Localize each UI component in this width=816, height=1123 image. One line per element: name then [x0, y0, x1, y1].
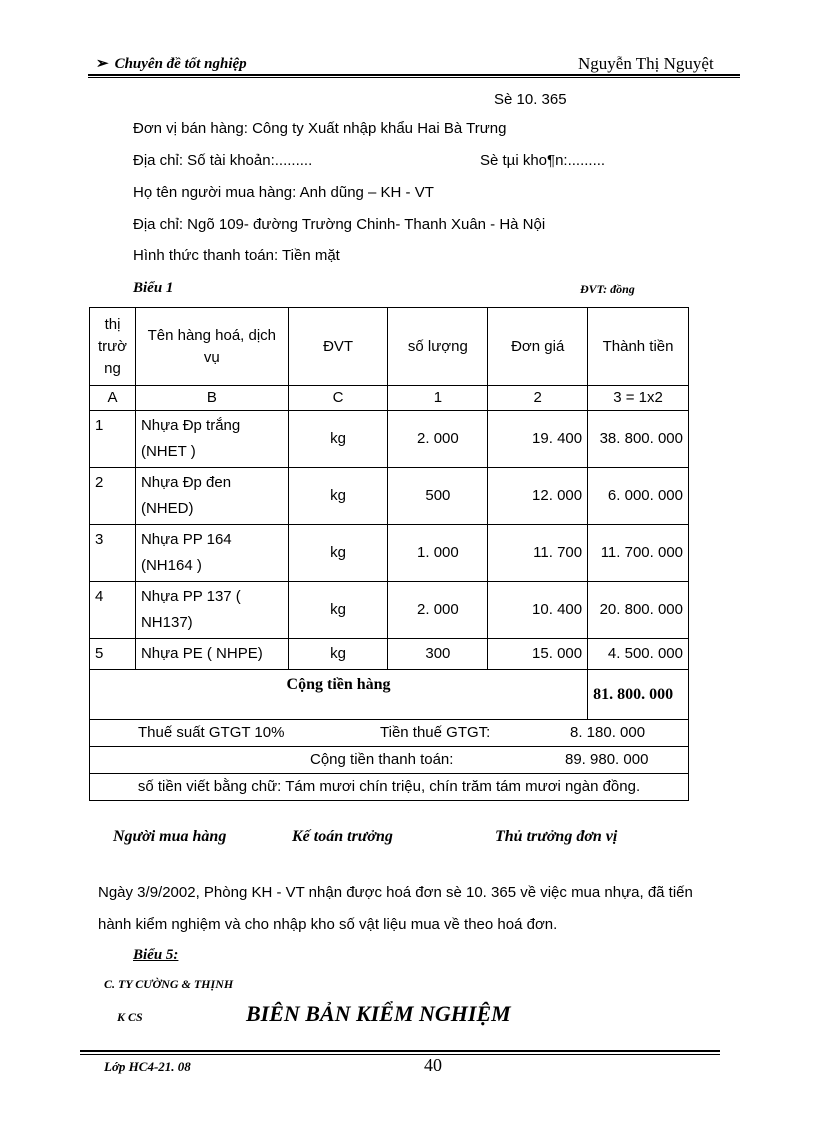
- footer-class: Lớp HC4-21. 08: [104, 1059, 191, 1074]
- row-price: 11. 700: [488, 525, 588, 582]
- header-rule: [88, 74, 740, 76]
- row-name: Nhựa Đp trắng (NHET ): [135, 411, 288, 468]
- row-qty: 300: [388, 639, 488, 670]
- row-price: 10. 400: [488, 582, 588, 639]
- section2-dept: K CS: [117, 1010, 143, 1024]
- row-price: 12. 000: [488, 468, 588, 525]
- row-qty: 1. 000: [388, 525, 488, 582]
- section2-company: C. TY CƯỜNG & THỊNH: [104, 977, 234, 991]
- seller-line: Đơn vị bán hàng: Công ty Xuất nhập khẩu Hai Bà Trưng: [133, 120, 507, 137]
- row-unit: kg: [288, 582, 388, 639]
- row-stt: 4: [90, 582, 136, 639]
- total-label: Cộng tiền hàng: [90, 670, 588, 720]
- row-unit: kg: [288, 639, 388, 670]
- address-account-line: Địa chỉ: Số tài khoản:.........: [133, 152, 313, 169]
- total-value: 81. 800. 000: [588, 670, 689, 720]
- signature-buyer: Người mua hàng: [113, 828, 227, 845]
- unit-note: ĐVT: đồng: [580, 282, 635, 296]
- row-name: Nhựa PE ( NHPE): [135, 639, 288, 670]
- header-rule-thin: [88, 77, 740, 78]
- footer-rule: [80, 1050, 720, 1052]
- header-cell-unit: ĐVT: [288, 308, 388, 386]
- row-amount: 20. 800. 000: [588, 582, 689, 639]
- code-cell: 3 = 1x2: [588, 386, 689, 411]
- header-title: [96, 54, 247, 73]
- section2-caption: Biểu 5:: [133, 947, 179, 963]
- in-words: số tiền viết bằng chữ: Tám mươi chín triệu, chín trăm tám mươi ngàn đồng.: [90, 774, 689, 801]
- row-name: Nhựa Đp đen (NHED): [135, 468, 288, 525]
- row-amount: 4. 500. 000: [588, 639, 689, 670]
- header-cell-name: Tên hàng hoá, dịch vụ: [135, 308, 288, 386]
- code-cell: 2: [488, 386, 588, 411]
- header-cell-amount: Thành tiền: [588, 308, 689, 386]
- table-row: [90, 639, 689, 670]
- row-price: 15. 000: [488, 639, 588, 670]
- header-cell-price: Đơn giá: [488, 308, 588, 386]
- code-cell: 1: [388, 386, 488, 411]
- row-unit: kg: [288, 525, 388, 582]
- footer-rule-thin: [80, 1054, 720, 1055]
- row-stt: 3: [90, 525, 136, 582]
- vat-rate: Thuế suất GTGT 10%: [138, 724, 285, 741]
- row-amount: 11. 700. 000: [588, 525, 689, 582]
- code-cell: B: [135, 386, 288, 411]
- code-cell: C: [288, 386, 388, 411]
- row-stt: 1: [90, 411, 136, 468]
- vat-value: 8. 180. 000: [570, 724, 646, 741]
- row-name: Nhựa PP 137 ( NH137): [135, 582, 288, 639]
- invoice-table: [89, 307, 689, 801]
- warehouse-line: Sè tµi kho¶n:.........: [480, 152, 606, 169]
- vat-label: Tiền thuế GTGT:: [380, 724, 491, 741]
- row-qty: 2. 000: [388, 582, 488, 639]
- in-words-row: [90, 774, 689, 801]
- arrow-bullet-icon: ➢: [96, 56, 109, 72]
- row-price: 19. 400: [488, 411, 588, 468]
- total-row: [90, 670, 689, 720]
- table-row: [90, 582, 689, 639]
- row-name: Nhựa PP 164 (NH164 ): [135, 525, 288, 582]
- vat-row: [90, 720, 689, 747]
- paragraph-line-1: Ngày 3/9/2002, Phòng KH - VT nhận được hoá đơn sè 10. 365 về việc mua nhựa, đã tiến: [98, 884, 693, 901]
- section2-title: BIÊN BẢN KIỂM NGHIỆM: [246, 1001, 511, 1026]
- table-row: [90, 468, 689, 525]
- table-code-row: [90, 386, 689, 411]
- signature-head: Thủ trưởng đơn vị: [495, 828, 618, 845]
- code-cell: A: [90, 386, 136, 411]
- table-header-row: [90, 308, 689, 386]
- header-author: Nguyễn Thị Nguyệt: [578, 54, 714, 73]
- invoice-number: Sè 10. 365: [494, 91, 567, 108]
- row-stt: 2: [90, 468, 136, 525]
- paragraph-line-2: hành kiểm nghiệm và cho nhập kho số vật liệu mua về theo hoá đơn.: [98, 916, 558, 933]
- header-cell-qty: số lượng: [388, 308, 488, 386]
- table-row: [90, 411, 689, 468]
- header-cell-stt: thị trườ ng: [90, 308, 136, 386]
- buyer-line: Họ tên người mua hàng: Anh dũng – KH - VT: [133, 184, 434, 201]
- buyer-address-line: Địa chỉ: Ngõ 109- đường Trường Chinh- Thanh Xuân - Hà Nội: [133, 216, 546, 233]
- signature-accountant: Kế toán trưởng: [292, 828, 393, 845]
- row-qty: 2. 000: [388, 411, 488, 468]
- row-qty: 500: [388, 468, 488, 525]
- row-unit: kg: [288, 468, 388, 525]
- grand-value: 89. 980. 000: [565, 751, 649, 768]
- page-number: 40: [424, 1055, 442, 1075]
- table-row: [90, 525, 689, 582]
- table-caption: Biểu 1: [133, 280, 174, 296]
- grand-label: Cộng tiền thanh toán:: [310, 751, 454, 768]
- header-title-text: Chuyên đề tốt nghiệp: [114, 56, 247, 72]
- grand-total-row: [90, 747, 689, 774]
- row-amount: 38. 800. 000: [588, 411, 689, 468]
- row-stt: 5: [90, 639, 136, 670]
- payment-line: Hình thức thanh toán: Tiền mặt: [133, 247, 340, 264]
- row-unit: kg: [288, 411, 388, 468]
- row-amount: 6. 000. 000: [588, 468, 689, 525]
